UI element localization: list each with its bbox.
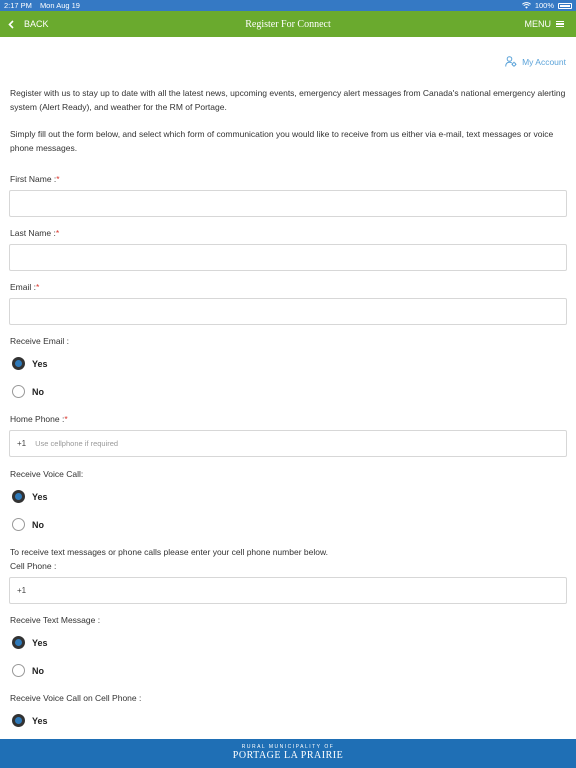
receive-voice-cell-yes-label: Yes <box>32 715 48 726</box>
receive-text-no-label: No <box>32 665 44 676</box>
my-account-link[interactable] <box>505 56 566 67</box>
receive-email-no-option[interactable] <box>12 385 44 398</box>
receive-voice-cell-label: Receive Voice Call on Cell Phone : <box>10 693 142 703</box>
home-phone-input[interactable] <box>9 430 567 457</box>
status-bar <box>0 0 576 11</box>
receive-email-yes-label: Yes <box>32 358 48 369</box>
receive-voice-call-yes-option[interactable] <box>12 490 48 503</box>
receive-voice-call-no-option[interactable] <box>12 518 44 531</box>
receive-text-yes-label: Yes <box>32 637 48 648</box>
page-title: Register For Connect <box>245 18 331 30</box>
home-phone-label <box>10 414 68 424</box>
hamburger-icon <box>556 21 564 28</box>
status-date: Mon Aug 19 <box>39 1 80 10</box>
intro-paragraph-2: Simply fill out the form below, and select which form of communication you would like to receive from us either via e-mail, text messages or voice phone messages. <box>10 129 554 153</box>
receive-text-label: Receive Text Message : <box>10 615 101 625</box>
cell-phone-label: Cell Phone : <box>10 561 57 571</box>
email-label <box>10 282 39 292</box>
radio-unselected-icon[interactable] <box>12 664 25 677</box>
radio-unselected-icon[interactable] <box>12 518 25 531</box>
status-time: 2:17 PM <box>4 1 32 10</box>
receive-email-yes-option[interactable] <box>12 357 48 370</box>
email-label-text: Email : <box>10 282 36 292</box>
chevron-left-icon <box>8 20 14 29</box>
required-mark: * <box>35 282 40 292</box>
first-name-label-text: First Name : <box>10 174 57 184</box>
required-mark: * <box>64 414 68 424</box>
receive-text-yes-option[interactable] <box>12 636 48 649</box>
radio-selected-icon[interactable] <box>12 714 25 727</box>
country-code-prefix: +1 <box>17 586 27 595</box>
home-phone-placeholder: Use cellphone if required <box>35 439 119 448</box>
required-mark: * <box>55 228 60 238</box>
receive-voice-call-no-label: No <box>32 519 44 530</box>
email-input[interactable] <box>9 298 567 325</box>
receive-voice-cell-yes-option[interactable] <box>12 714 48 727</box>
battery-percent: 100% <box>534 1 554 10</box>
receive-email-no-label: No <box>32 386 44 397</box>
home-phone-label-text: Home Phone : <box>10 414 65 424</box>
receive-email-label: Receive Email : <box>10 336 70 346</box>
first-name-input[interactable] <box>9 190 567 217</box>
first-name-label <box>10 174 60 184</box>
radio-unselected-icon[interactable] <box>12 385 25 398</box>
receive-voice-call-yes-label: Yes <box>32 491 48 502</box>
intro-paragraph-1: Register with us to stay up to date with all the latest news, upcoming events, emergency alert messages from Canada's national emergency alerting system (Alert Ready), and weather for the RM of Portage. <box>10 88 566 112</box>
receive-voice-call-label: Receive Voice Call: <box>10 469 84 479</box>
nav-bar <box>0 11 576 37</box>
wifi-icon <box>522 2 531 9</box>
menu-button[interactable] <box>525 11 565 37</box>
battery-icon <box>558 3 572 9</box>
last-name-label-text: Last Name : <box>10 228 56 238</box>
receive-text-no-option[interactable] <box>12 664 44 677</box>
cell-phone-note: To receive text messages or phone calls please enter your cell phone number below. <box>10 547 328 557</box>
last-name-input[interactable] <box>9 244 567 271</box>
required-mark: * <box>56 174 60 184</box>
radio-selected-icon[interactable] <box>12 636 25 649</box>
footer-logo <box>0 739 576 768</box>
form-content[interactable] <box>0 37 576 739</box>
radio-selected-icon[interactable] <box>12 357 25 370</box>
user-gear-icon <box>505 56 517 67</box>
last-name-label <box>10 228 59 238</box>
menu-label: MENU <box>524 19 551 29</box>
footer-line-2: PORTAGE LA PRAIRIE <box>232 750 344 761</box>
country-code-prefix: +1 <box>17 439 27 448</box>
radio-selected-icon[interactable] <box>12 490 25 503</box>
back-button[interactable] <box>8 11 49 37</box>
footer-line-1: RURAL MUNICIPALITY OF <box>241 744 335 750</box>
cell-phone-input[interactable] <box>9 577 567 604</box>
my-account-label: My Account <box>522 56 566 67</box>
back-label: BACK <box>24 19 49 29</box>
